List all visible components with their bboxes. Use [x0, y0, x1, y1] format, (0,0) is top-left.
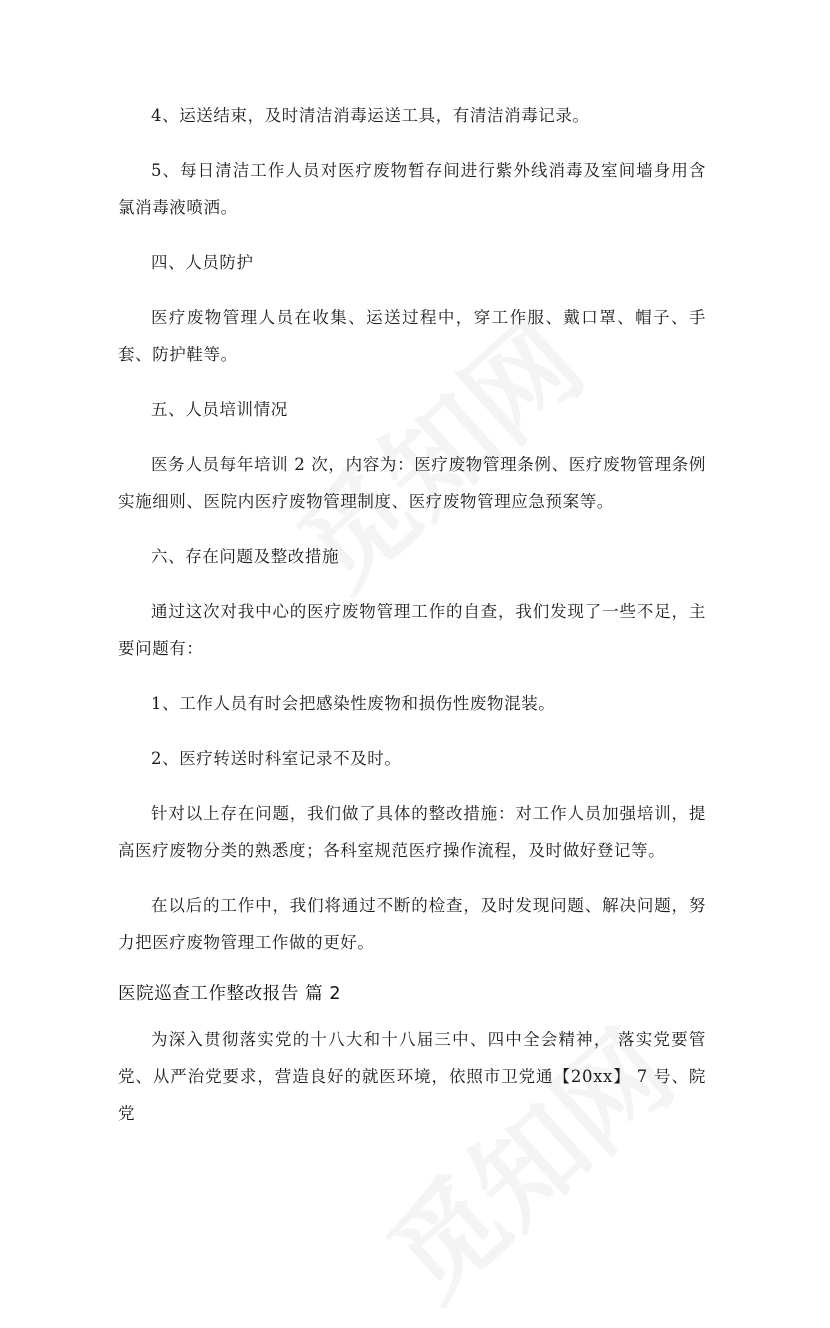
paragraph: 通过这次对我中心的医疗废物管理工作的自查，我们发现了一些不足，主要问题有： [118, 602, 706, 658]
paragraph: 针对以上存在问题，我们做了具体的整改措施：对工作人员加强培训，提高医疗废物分类的熟悉度；各科室规范医疗操作流程，及时做好登记等。 [118, 804, 706, 860]
paragraph: 4、运送结束，及时清洁消毒运送工具，有清洁消毒记录。 [151, 106, 590, 125]
section-subheading: 四、人员防护 [151, 253, 254, 272]
list-item: 2、医疗转送时科室记录不及时。 [151, 749, 402, 768]
paragraph: 医务人员每年培训 2 次，内容为：医疗废物管理条例、医疗废物管理条例实施细则、医院内医疗废物管理制度、医疗废物管理应急预案等。 [118, 455, 706, 511]
paragraph: 为深入贯彻落实党的十八大和十八届三中、四中全会精神， 落实党要管党、从严治党要求，营造良好的就医环境，依照市卫党通【20xx】 7 号、院党 [118, 1030, 706, 1123]
paragraph: 5、每日清洁工作人员对医疗废物暂存间进行紫外线消毒及室间墙身用含氯消毒液喷洒。 [118, 161, 706, 217]
section-subheading: 六、存在问题及整改措施 [151, 547, 340, 566]
list-item: 1、工作人员有时会把感染性废物和损伤性废物混装。 [151, 694, 556, 713]
paragraph: 医疗废物管理人员在收集、运送过程中，穿工作服、戴口罩、帽子、手套、防护鞋等。 [118, 308, 706, 364]
paragraph: 在以后的工作中，我们将通过不断的检查，及时发现问题、解决问题，努力把医疗废物管理工作做的更好。 [118, 896, 706, 952]
section-subheading: 五、人员培训情况 [151, 400, 288, 419]
document-body [118, 97, 706, 1150]
section-heading: 医院巡查工作整改报告 篇 2 [118, 984, 342, 1004]
